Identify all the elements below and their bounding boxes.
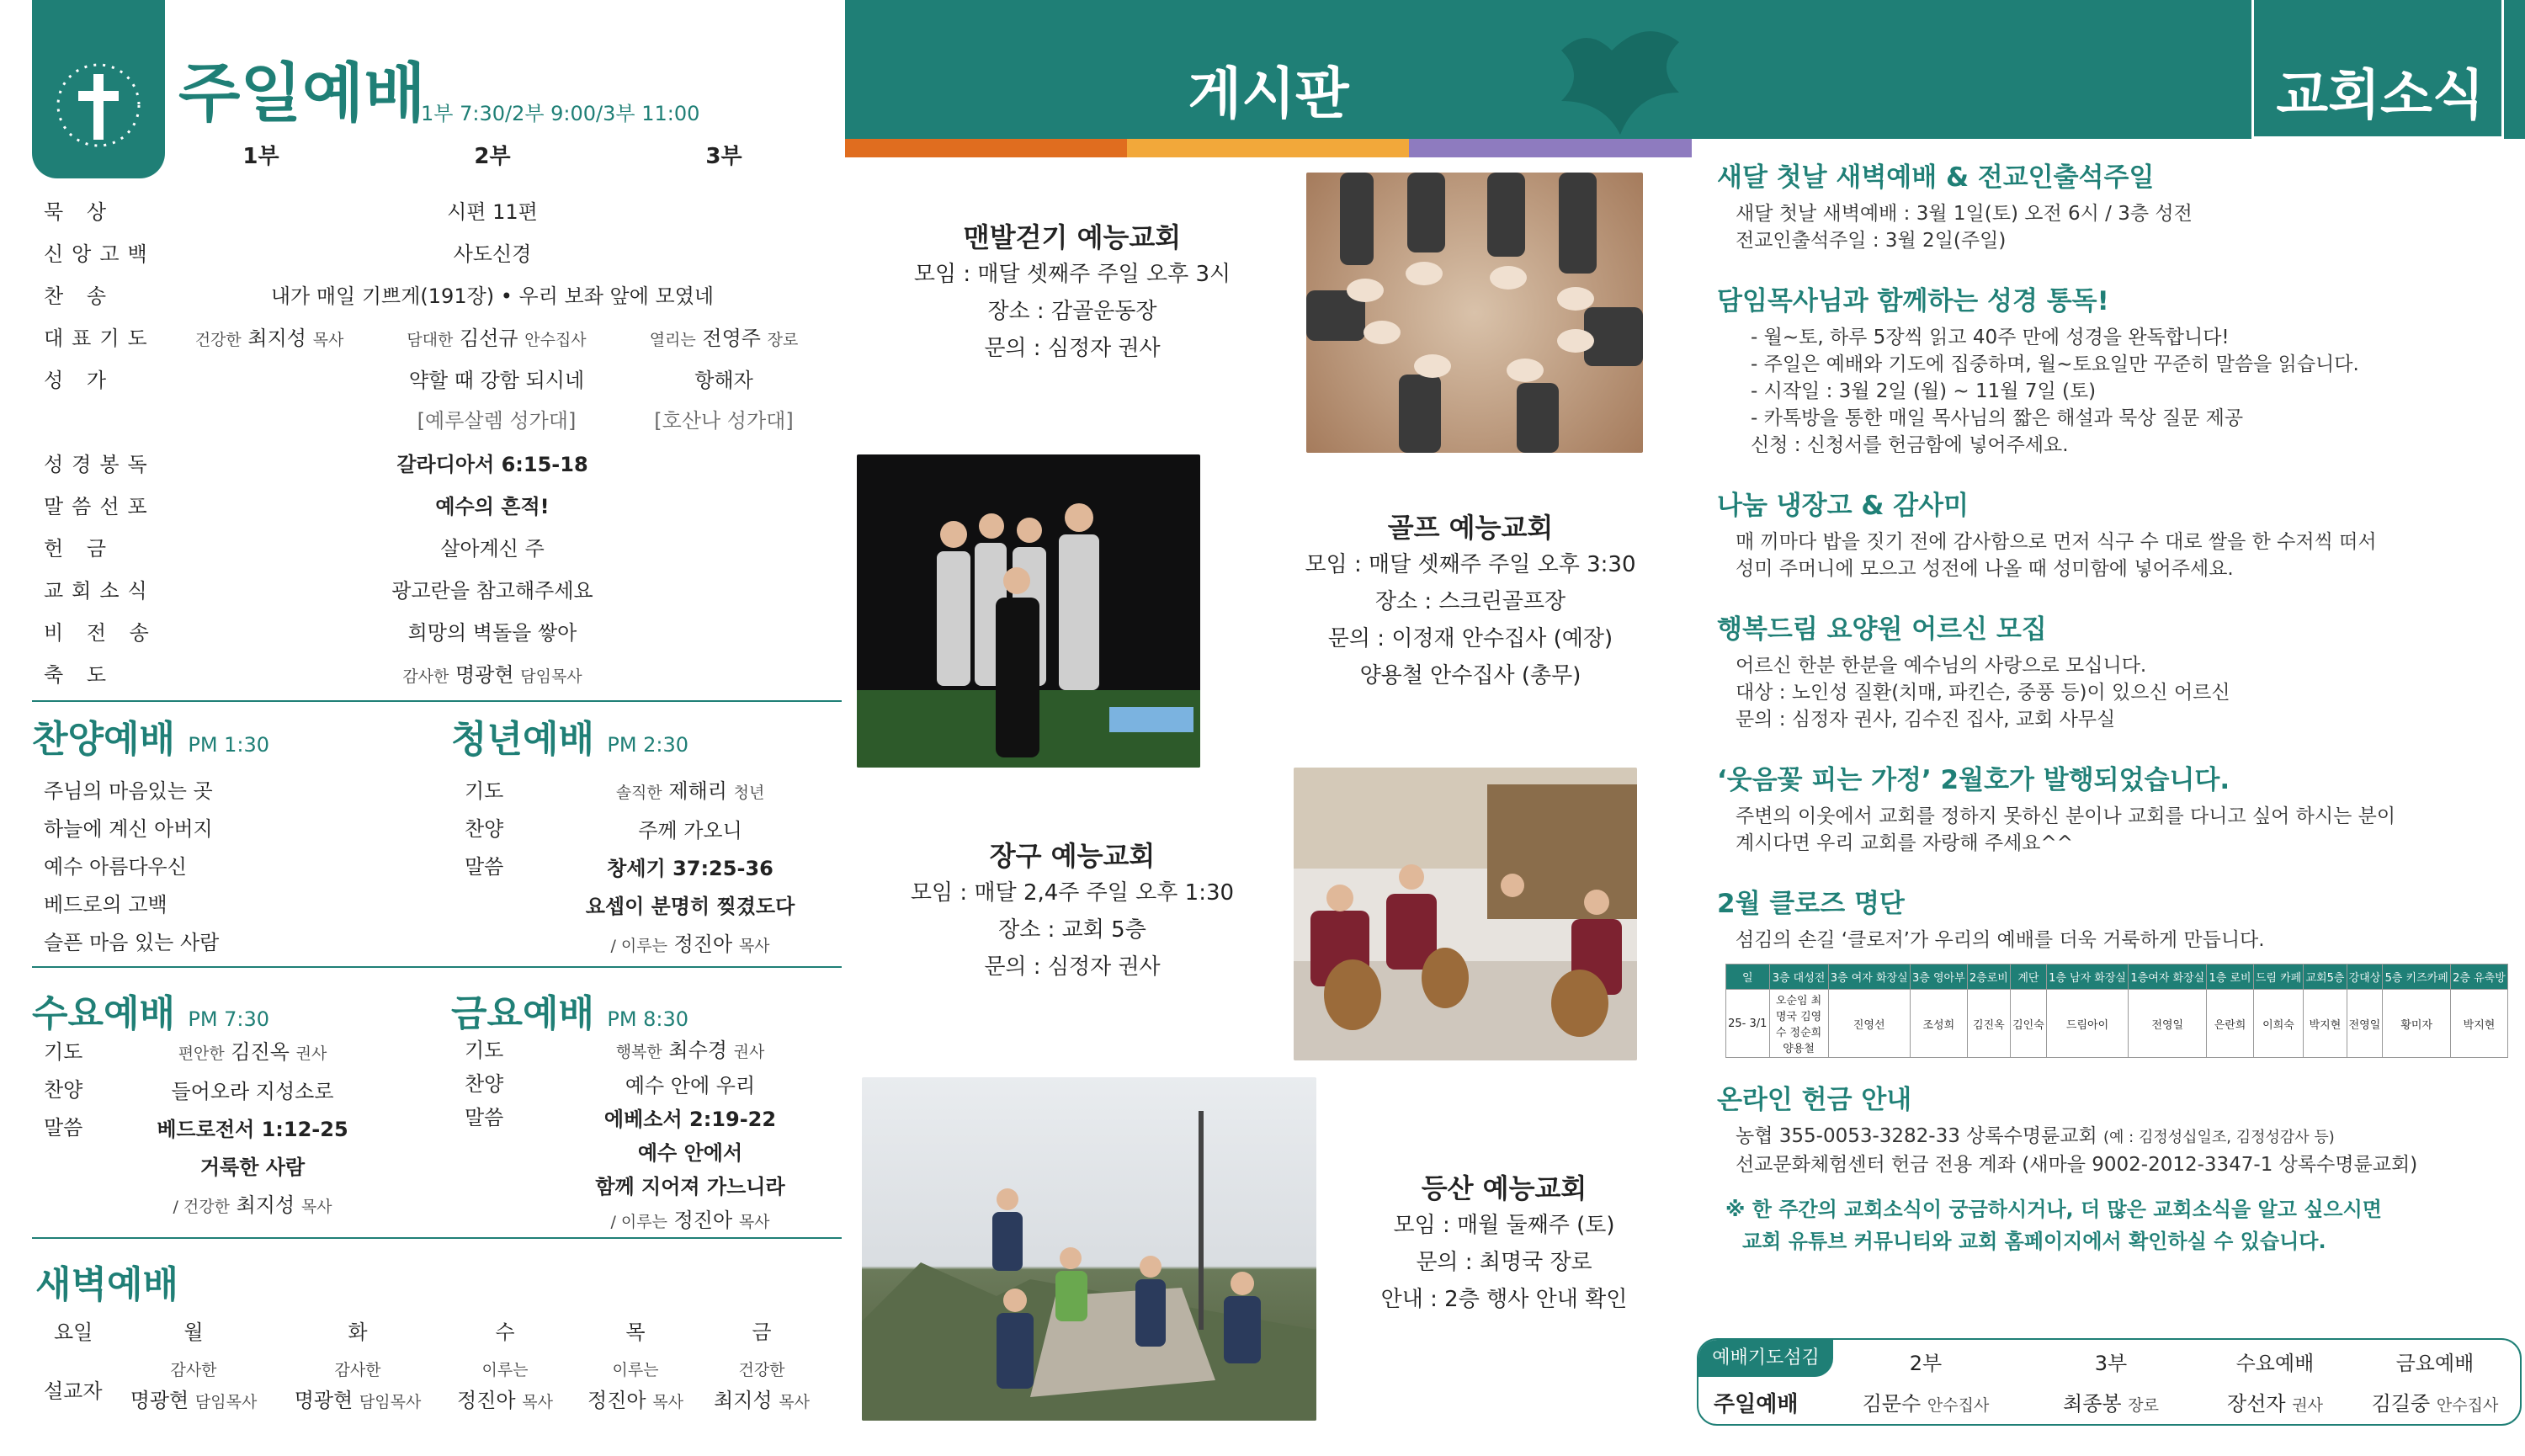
dawn-preacher	[438, 1355, 572, 1417]
wed-labels	[44, 1034, 82, 1147]
title: 장로	[2128, 1396, 2159, 1415]
meeting: 모임 : 매달 2,4주 주일 오후 1:30	[910, 880, 1235, 906]
label: 찬양	[465, 1072, 504, 1096]
contact: 문의 : 최명국 장로	[1416, 1250, 1592, 1275]
account: 농협 355-0053-3282-33 상록수명륜교회	[1736, 1125, 2097, 1147]
title: 담임목사	[194, 1393, 258, 1411]
name: 김길중	[2371, 1392, 2431, 1416]
contact: 문의 : 이정재 안수집사 (예장)	[1327, 626, 1613, 651]
choir-2bu: [예루살렘 성가대]	[417, 409, 577, 433]
name: 전영주	[702, 327, 761, 350]
place: 장소 : 감골운동장	[987, 299, 1157, 324]
th: 3층 영아부	[1910, 964, 1967, 990]
scripture: 창세기 37:25-36	[607, 857, 773, 880]
name: 최종봉	[2063, 1392, 2122, 1416]
label: 찬양	[465, 817, 504, 841]
name: 최지성	[247, 327, 306, 350]
title-text: 찬양예배	[32, 718, 176, 761]
title: 담임목사	[520, 667, 582, 686]
label: 기도	[465, 779, 504, 803]
th: 2층 유축방	[2450, 964, 2507, 990]
col-3bu: 3부	[705, 144, 742, 169]
title: 장로	[767, 331, 799, 349]
fri-title	[451, 983, 688, 1037]
row-value: 시편 11편	[447, 200, 538, 224]
meeting: 모임 : 매월 둘째주 (토)	[1393, 1213, 1615, 1238]
prayer-person	[2027, 1387, 2195, 1416]
title: 권사	[2292, 1396, 2323, 1415]
title: 안수집사	[1927, 1396, 1990, 1415]
title: 목사	[652, 1393, 683, 1411]
th: 5층 키즈카페	[2383, 964, 2451, 990]
adj: 건강한	[738, 1361, 785, 1379]
place: 장소 : 스크린골프장	[1374, 589, 1566, 614]
janggu-illustration	[1294, 768, 1637, 1060]
row-label: 축 도	[44, 663, 114, 687]
youth-labels	[465, 773, 503, 886]
wed-title	[32, 983, 269, 1037]
preacher	[547, 1204, 833, 1239]
news-text: 문의 : 심정자 권사, 김수진 집사, 교회 사무실	[1736, 709, 2116, 731]
name: 김문수	[1862, 1392, 1922, 1416]
list-item: 슬픈 마음 있는 사람	[44, 931, 220, 954]
news-title-box	[2251, 0, 2504, 139]
list-item: 예수 아름다우신	[44, 855, 187, 879]
row-label: 대표기도	[44, 327, 156, 350]
golf-photo	[857, 454, 1200, 768]
td: 진영선	[1828, 990, 1910, 1058]
name: 명광현	[294, 1389, 354, 1412]
news-text: 계시다면 우리 교회를 자랑해 주세요^^	[1736, 832, 2074, 854]
row-value: 희망의 벽돌을 쌓아	[407, 621, 577, 645]
news-text: 대상 : 노인성 질환(치매, 파킨슨, 중풍 등)이 있으신 어르신	[1736, 682, 2230, 704]
name: 정진아	[673, 933, 733, 956]
meeting: 모임 : 매달 셋째주 주일 오후 3:30	[1305, 552, 1636, 577]
sermon-title-2: 함께 지어져 가느니라	[595, 1175, 785, 1198]
name: 최수경	[668, 1039, 727, 1062]
news-text: 새달 첫날 새벽예배 : 3월 1일(토) 오전 6시 / 3층 성전	[1736, 203, 2193, 225]
row-value: 살아계신 주	[440, 537, 545, 561]
prayer-col: 금요예배	[2395, 1352, 2474, 1375]
name: 제해리	[668, 779, 727, 803]
hiking-group-illustration	[862, 1077, 1316, 1421]
col-1bu: 1부	[242, 144, 279, 169]
name: 정진아	[673, 1209, 733, 1232]
contact: 문의 : 심정자 권사	[984, 954, 1161, 980]
accent-bar-orange	[845, 139, 1127, 157]
news-heading: 나눔 냉장고 & 감사미	[1717, 491, 1969, 521]
cross-logo-box	[32, 0, 165, 178]
dawn-preacher	[118, 1355, 269, 1417]
club-title: 등산 예능교회	[1421, 1172, 1587, 1204]
title: 목사	[522, 1393, 553, 1411]
club-title: 골프 예능교회	[1387, 512, 1554, 544]
news-item	[1717, 608, 2517, 733]
sermon-title: 요셉이 분명히 찢겼도다	[585, 895, 795, 918]
row-value: 갈라디아서 6:15-18	[396, 453, 588, 476]
accent-bar-yellow	[1127, 139, 1409, 157]
adj: 감사한	[402, 667, 449, 686]
choir-3bu: [호산나 성가대]	[654, 409, 794, 433]
news-heading: ‘웃음꽃 피는 가정’ 2월호가 발행되었습니다.	[1717, 765, 2230, 795]
dove-icon	[1553, 17, 1704, 139]
adj: 감사한	[334, 1361, 381, 1379]
list-item: 주님의 마음있는 곳	[44, 779, 213, 803]
preacher	[118, 1187, 387, 1226]
name: 명광현	[130, 1389, 189, 1412]
info: 안내 : 2층 행사 안내 확인	[1380, 1287, 1628, 1312]
bulletin-board-panel	[845, 0, 1692, 1456]
club-title: 장구 예능교회	[989, 840, 1156, 872]
news-item	[1717, 156, 2517, 254]
name: 최지성	[714, 1389, 773, 1412]
list-item: 하늘에 계신 아버지	[44, 817, 213, 841]
prayer-tag: 예배기도섬김	[1698, 1340, 1833, 1377]
news-item	[1717, 1078, 2517, 1178]
row-label: 찬 송	[44, 284, 114, 308]
title: 담임목사	[359, 1393, 422, 1411]
note-line: 교회 유튜브 커뮤니티와 교회 홈페이지에서 확인하실 수 있습니다.	[1742, 1230, 2326, 1253]
wed-values	[118, 1034, 387, 1226]
th: 1층여자 화장실	[2129, 964, 2207, 990]
row-label: 헌 금	[44, 537, 114, 561]
hymn: 들어오라 지성소로	[171, 1080, 334, 1103]
title-text: 금요예배	[451, 992, 595, 1035]
time: PM 7:30	[188, 1007, 270, 1031]
time: PM 8:30	[607, 1007, 689, 1031]
row-value: 사도신경	[453, 242, 532, 266]
hiking-photo	[862, 1077, 1316, 1421]
scripture: 에베소서 2:19-22	[603, 1108, 777, 1131]
th: 계단	[2010, 964, 2046, 990]
adj: 편안한	[178, 1044, 225, 1063]
title-text: 청년예배	[451, 718, 595, 761]
td: 김인숙	[2010, 990, 2046, 1058]
td: 박지현	[2450, 990, 2507, 1058]
day: 금	[752, 1320, 772, 1344]
news-heading: 온라인 헌금 안내	[1717, 1085, 1912, 1115]
preacher-name	[282, 1385, 433, 1417]
dawn-preacher	[568, 1355, 703, 1417]
divider	[32, 966, 842, 968]
news-heading: 새달 첫날 새벽예배 & 전교인출석주일	[1717, 162, 2155, 193]
adj: 담대한	[407, 331, 454, 349]
td: 황미자	[2383, 990, 2451, 1058]
news-text: - 시작일 : 3월 2일 (월) ~ 11월 7일 (토)	[1751, 380, 2097, 402]
row-value: 예수의 흔적!	[435, 495, 550, 518]
title: 안수집사	[524, 331, 587, 349]
news-text: 신청 : 신청서를 헌금함에 넣어주세요.	[1751, 434, 2069, 456]
choir-song-2bu: 약할 때 강함 되시네	[408, 369, 585, 392]
prayer-box	[1697, 1338, 2522, 1426]
closer-table	[1725, 964, 2508, 1058]
news-text: 전교인출석주일 : 3월 2일(주일)	[1736, 230, 2007, 252]
praise-list	[44, 773, 219, 962]
time: PM 2:30	[607, 733, 689, 757]
benediction	[194, 658, 791, 688]
news-heading: 행복드림 요양원 어르신 모집	[1717, 614, 2047, 645]
dawn-title: 새벽예배	[35, 1263, 179, 1306]
list-item: 베드로의 고백	[44, 893, 167, 917]
janggu-photo	[1294, 768, 1637, 1060]
table-row	[1726, 990, 2508, 1058]
dawn-day-label: 요일	[54, 1320, 93, 1344]
news-heading: 담임목사님과 함께하는 성경 통독!	[1717, 286, 2109, 316]
worship-panel	[0, 0, 845, 1456]
th: 1층 남자 화장실	[2046, 964, 2128, 990]
day: 화	[348, 1320, 368, 1344]
adj: 건강한	[194, 331, 242, 349]
scripture: 베드로전서 1:12-25	[157, 1118, 348, 1141]
news-item	[1717, 279, 2517, 459]
title-text: 수요예배	[32, 992, 176, 1035]
preacher	[547, 926, 833, 965]
adj: 이루는	[612, 1361, 659, 1379]
th: 강대상	[2347, 964, 2383, 990]
row-value: 내가 매일 기쁘게(191장) • 우리 보좌 앞에 모였네	[270, 284, 715, 308]
row-label: 비 전 송	[44, 621, 157, 645]
row-label: 말씀선포	[44, 495, 156, 518]
row-label: 성 가	[44, 369, 114, 392]
prayer-person	[1842, 1387, 2010, 1416]
title: 목사	[779, 1393, 810, 1411]
board-title: 게시판	[1188, 61, 1349, 126]
adj: / 이루는	[610, 1213, 667, 1231]
feet-illustration	[1306, 173, 1643, 453]
news-item	[1717, 882, 2517, 1058]
adj: 열리는	[649, 331, 696, 349]
preacher-name	[118, 1385, 269, 1417]
news-item	[1717, 484, 2517, 582]
dawn-preacher	[694, 1355, 829, 1417]
td: 전영일	[2347, 990, 2383, 1058]
golf-group-illustration	[857, 454, 1200, 768]
prayer	[118, 1034, 387, 1073]
note-line: ※ 한 주간의 교회소식이 궁금하시거나, 더 많은 교회소식을 알고 싶으시면	[1725, 1198, 2382, 1221]
place: 장소 : 교회 5층	[998, 917, 1146, 943]
th: 교회5층	[2304, 964, 2347, 990]
title: 목사	[300, 1198, 332, 1216]
time: PM 1:30	[188, 733, 270, 757]
praise-title	[32, 709, 269, 763]
dawn-preacher	[282, 1355, 433, 1417]
adj: / 건강한	[173, 1198, 230, 1216]
hymn: 주께 가오니	[638, 819, 742, 842]
th: 드림 카페	[2253, 964, 2304, 990]
news-text: 주변의 이웃에서 교회를 정하지 못하신 분이나 교회를 다니고 싶어 하시는 분이	[1736, 805, 2396, 827]
td: 조성희	[1910, 990, 1967, 1058]
th: 2층로비	[1967, 964, 2010, 990]
th: 일	[1726, 964, 1770, 990]
adj: 이루는	[481, 1361, 529, 1379]
td: 오순임 최명국 김영수 정순희 양용철	[1769, 990, 1828, 1058]
name: 정진아	[587, 1389, 646, 1412]
contact: 문의 : 심정자 권사	[984, 336, 1161, 361]
day: 수	[495, 1320, 515, 1344]
sunday-times: 1부 7:30/2부 9:00/3부 11:00	[421, 102, 700, 125]
news-title: 교회소식	[2276, 65, 2485, 127]
news-text: - 주일은 예배와 기도에 집중하며, 월~토요일만 꾸준히 말씀을 읽습니다.	[1751, 353, 2359, 375]
club-title: 맨발걷기 예능교회	[963, 221, 1182, 253]
janggu-caption	[845, 837, 1300, 986]
row-value: 광고란을 참고해주세요	[391, 579, 593, 603]
label: 찬양	[44, 1078, 83, 1102]
preacher-name	[438, 1385, 572, 1417]
news-text: 어르신 한분 한분을 예수님의 사랑으로 모십니다.	[1736, 655, 2147, 677]
sunday-title: 주일예배	[178, 56, 426, 130]
title: 권사	[295, 1044, 327, 1063]
name: 최지성	[236, 1193, 295, 1217]
prayer-col: 3부	[2094, 1352, 2128, 1375]
news-text	[1717, 1123, 2517, 1151]
td: 이희숙	[2253, 990, 2304, 1058]
news-list	[1717, 156, 2517, 1257]
news-text: - 월~토, 하루 5장씩 읽고 40주 만에 성경을 완독합니다!	[1751, 327, 2230, 348]
th: 1층 로비	[2207, 964, 2253, 990]
td: 전영일	[2129, 990, 2207, 1058]
news-heading: 2월 클로즈 명단	[1717, 889, 1905, 919]
label: 기도	[465, 1039, 504, 1062]
td: 은란희	[2207, 990, 2253, 1058]
prayer-1bu	[173, 321, 366, 351]
row-label: 묵 상	[44, 200, 114, 224]
golf-caption	[1249, 509, 1692, 694]
td: 드림아이	[2046, 990, 2128, 1058]
td: 김진옥	[1967, 990, 2010, 1058]
youth-title	[451, 709, 688, 763]
day: 목	[625, 1320, 646, 1344]
title: 청년	[733, 784, 765, 802]
hymn: 예수 안에 우리	[625, 1074, 756, 1097]
youth-values	[547, 773, 833, 965]
row-label: 교회소식	[44, 579, 156, 603]
row-label: 신앙고백	[44, 242, 156, 266]
title: 목사	[738, 937, 770, 955]
prayer	[547, 1034, 833, 1069]
fri-values	[547, 1034, 833, 1239]
name: 김진옥	[231, 1040, 290, 1064]
news-text: 성미 주머니에 모으고 성전에 나올 때 성미함에 넣어주세요.	[1736, 558, 2234, 580]
adj: 솔직한	[615, 784, 662, 802]
preacher-name	[568, 1385, 703, 1417]
divider	[32, 1237, 842, 1239]
th: 3층 대성전	[1769, 964, 1828, 990]
choir-song-3bu: 항해자	[694, 369, 753, 392]
accent-bar-purple	[1409, 139, 1692, 157]
label: 기도	[44, 1040, 83, 1064]
row-label: 성경봉독	[44, 453, 156, 476]
sermon-title: 예수 안에서	[637, 1141, 743, 1165]
col-2bu: 2부	[474, 144, 511, 169]
name: 김선규	[460, 327, 518, 350]
adj: 행복한	[615, 1043, 662, 1061]
name: 정진아	[457, 1389, 516, 1412]
prayer-col: 2부	[1909, 1352, 1943, 1375]
td: 박지현	[2304, 990, 2347, 1058]
td: 25- 3/1	[1726, 990, 1770, 1058]
sermon-title: 거룩한 사람	[199, 1156, 306, 1179]
adj: 감사한	[170, 1361, 217, 1379]
day: 월	[183, 1320, 204, 1344]
name: 장선자	[2227, 1392, 2286, 1416]
closer-table-header	[1726, 964, 2508, 990]
label: 말씀	[465, 1106, 504, 1129]
cross-icon	[32, 0, 165, 178]
church-news-panel	[1692, 0, 2525, 1456]
news-text: 섬김의 손길 ‘클로저’가 우리의 예배를 더욱 거룩하게 만듭니다.	[1736, 929, 2265, 951]
news-text: 매 끼마다 밥을 짓기 전에 감사함으로 먼저 식구 수 대로 쌀을 한 수저씩 떠서	[1736, 531, 2377, 553]
barefoot-photo	[1306, 173, 1643, 453]
news-text: - 카톡방을 통한 매일 목사님의 짧은 해설과 묵상 질문 제공	[1751, 407, 2244, 429]
divider	[32, 700, 842, 702]
prayer-row-label: 주일예배	[1714, 1392, 1799, 1417]
label: 말씀	[465, 855, 504, 879]
title: 목사	[738, 1213, 770, 1231]
prayer-3bu	[627, 321, 821, 351]
preacher-label: 설교자	[44, 1379, 103, 1403]
title: 안수집사	[2436, 1396, 2499, 1415]
news-text: 선교문화체험센터 헌금 전용 계좌 (새마을 9002-2012-3347-1 상록수명륜교회)	[1736, 1154, 2418, 1176]
prayer-2bu	[391, 321, 602, 351]
account-note: (예 : 김정성십일조, 김정성감사 등)	[2103, 1129, 2335, 1146]
news-item	[1717, 758, 2517, 857]
contact-2: 양용철 안수집사 (총무)	[1359, 663, 1581, 688]
fri-labels	[465, 1034, 503, 1135]
prayer-person	[2203, 1387, 2347, 1416]
prayer-col: 수요예배	[2235, 1352, 2315, 1375]
prayer-person	[2355, 1387, 2515, 1416]
preacher-name	[694, 1385, 829, 1417]
prayer	[547, 773, 833, 812]
barefoot-caption	[845, 219, 1300, 367]
title: 목사	[312, 331, 344, 349]
adj: / 이루는	[610, 937, 667, 955]
th: 3층 여자 화장실	[1828, 964, 1910, 990]
title: 권사	[733, 1043, 765, 1061]
label: 말씀	[44, 1116, 83, 1140]
meeting: 모임 : 매달 셋째주 주일 오후 3시	[913, 262, 1231, 287]
name: 명광현	[455, 663, 514, 687]
hiking-caption	[1316, 1170, 1692, 1318]
